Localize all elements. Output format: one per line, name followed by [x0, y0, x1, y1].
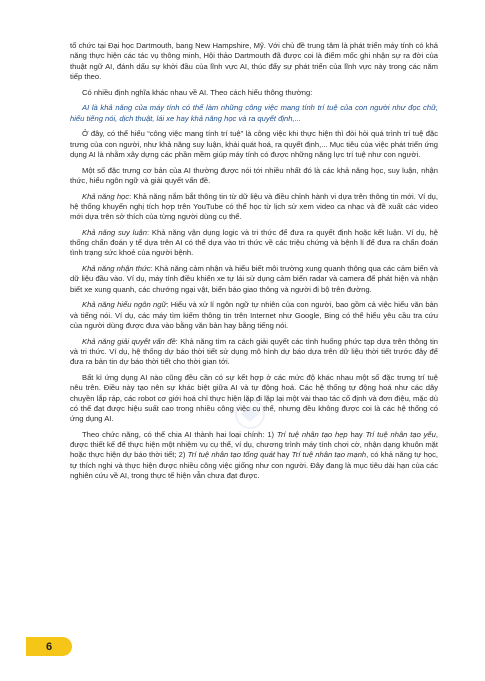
paragraph-text: : Hiểu và xử lí ngôn ngữ tự nhiên của con người, bao gồm cả việc hiểu văn bản và tiếng nói. Ví dụ, các máy tìm kiếm thông tin trên Internet như Google, Bing có thể hiểu yêu cầu tra cứu của người dùng được đưa vào bằng văn bản hay bằng tiếng nói.	[70, 300, 438, 330]
paragraph-text: : Khả năng vận dụng logic và tri thức để đưa ra quyết định hoặc kết luận. Ví dụ, hệ thống chẩn đoán y tế dựa trên AI có thể dựa vào tri thức về các triệu chứng và bệnh lí để đưa ra chẩn đoán tình trạng sức khoẻ của người bệnh.	[70, 227, 438, 258]
paragraph-reasoning	[70, 228, 438, 259]
term-perception: Khả năng nhận thức	[82, 264, 151, 274]
paragraph: tổ chức tại Đại học Dartmouth, bang New Hampshire, Mỹ. Với chủ đề trung tâm là phát triển máy tính có khả năng thực hiện các tác vụ thông minh, Hội thảo Dartmouth đã được coi là điểm mốc ghi nhận sự ra đời của thuật ngữ AI, đánh dấu sự khởi đầu của lĩnh vực AI, thúc đẩy sự phát triển của lĩnh vực này trong các năm tiếp theo.	[70, 41, 438, 81]
paragraph: Bất kì ứng dụng AI nào cũng đều cần có sự kết hợp ở các mức độ khác nhau một số đặc trưng trí tuệ nêu trên. Điều này tạo nên sự khác biệt giữa AI và tự động hoá. Các hệ thống tự động hoá như các dây chuyền lắp ráp, các robot cơ giới hoá chỉ thực hiện lặp đi lặp lại một vài thao tác cố định và đơn điệu, mặc dù có thể đạt được hiệu suất cao trong nhiều công việc cụ thể, nhưng đều không được coi là các hệ thống có ứng dụng AI.	[70, 372, 438, 424]
paragraph-text: Theo chức năng, có thể chia AI thành hai loại chính: 1)	[82, 429, 277, 439]
page-number: 6	[45, 640, 53, 653]
term-strong-ai: Trí tuệ nhân tạo mạnh	[291, 450, 367, 460]
paragraph-language	[70, 300, 438, 331]
paragraph-learning	[70, 192, 438, 223]
paragraph-text: : Khả năng tìm ra cách giải quyết các tình huống phức tạp dựa trên thông tin và tri thức. Ví dụ, hệ thống dự báo thời tiết sử dụng mô hình dự báo dựa trên dữ liệu thời tiết trước đây để đưa ra bản tin dự báo thời tiết cho thời gian tới.	[70, 336, 438, 367]
term-weak-ai: Trí tuệ nhân tạo yếu	[365, 429, 436, 439]
paragraph-text: : Khả năng cảm nhận và hiểu biết môi trường xung quanh thông qua các cảm biến và dữ liệu đầu vào. Ví dụ, máy tính điều khiển xe tự lái sử dụng cảm biến radar và camera để phát hiện và nhận biết xe xung quanh, các chướng ngại vật, biển báo giao thông và người đi bộ trên đường.	[70, 264, 438, 294]
term-general-ai: Trí tuệ nhân tạo tổng quát	[187, 450, 275, 460]
paragraph: Có nhiều định nghĩa khác nhau về AI. Theo cách hiểu thông thường:	[82, 87, 313, 97]
paragraph-text: , được thiết kế để thực hiện một nhiệm vụ cụ thể, ví dụ, chương trình máy tính chơi cờ, nhận dạng khuôn mặt hoặc thực hiện dự báo thời tiết; 2)	[70, 429, 438, 460]
paragraph-text: hay	[274, 450, 292, 460]
page-number-badge	[26, 637, 72, 656]
term-language: Khả năng hiểu ngôn ngữ	[82, 300, 167, 310]
paragraph: Ở đây, có thể hiểu “công việc mang tính trí tuệ” là công việc khi thực hiện thì đòi hỏi quá trình trí tuệ đặc trưng của con người, như khả năng suy luận, khái quát hoá, ra quyết định,... Mục tiêu của việc phát triển ứng dụng AI là nhằm xây dựng các phần mềm giúp máy tính có được những năng lực trí tuệ như con người.	[70, 129, 438, 159]
paragraph-text: hay	[347, 429, 366, 439]
term-narrow-ai: Trí tuệ nhân tạo hẹp	[276, 429, 348, 439]
definition-quote: AI là khả năng của máy tính có thể làm những công việc mang tính trí tuệ của con người như đọc chữ, hiểu tiếng nói, dịch thuật, lái xe hay khả năng học và ra quyết định,...	[70, 103, 438, 123]
paragraph-ai-types	[70, 430, 438, 481]
term-reasoning: Khả năng suy luận	[82, 227, 147, 237]
term-learning: Khả năng học	[82, 191, 130, 201]
paragraph: Một số đặc trưng cơ bản của AI thường được nói tới nhiều nhất đó là các khả năng học, suy luận, nhận thức, hiểu ngôn ngữ và giải quyết vấn đề.	[70, 165, 438, 185]
paragraph-text: : Khả năng nắm bắt thông tin từ dữ liệu và điều chỉnh hành vi dựa trên thông tin mới. Ví dụ, hệ thống khuyến nghị tích hợp trên YouTube có thể học từ lịch sử xem video ca nhạc và đề xuất các video mới dựa trên sở thích của từng người dùng cụ thể.	[70, 191, 439, 222]
paragraph-perception	[70, 264, 438, 295]
paragraph-text: , có khả năng tự học, tự thích nghi và thực hiện được nhiều công việc giống như con người. Đây đang là mục tiêu dài hạn của các nghiên cứu về AI, trong thực tế hiện vẫn chưa đạt được.	[70, 450, 439, 480]
body-text	[70, 41, 438, 487]
term-problem-solving: Khả năng giải quyết vấn đề	[82, 336, 176, 346]
paragraph-problem-solving	[70, 337, 438, 368]
